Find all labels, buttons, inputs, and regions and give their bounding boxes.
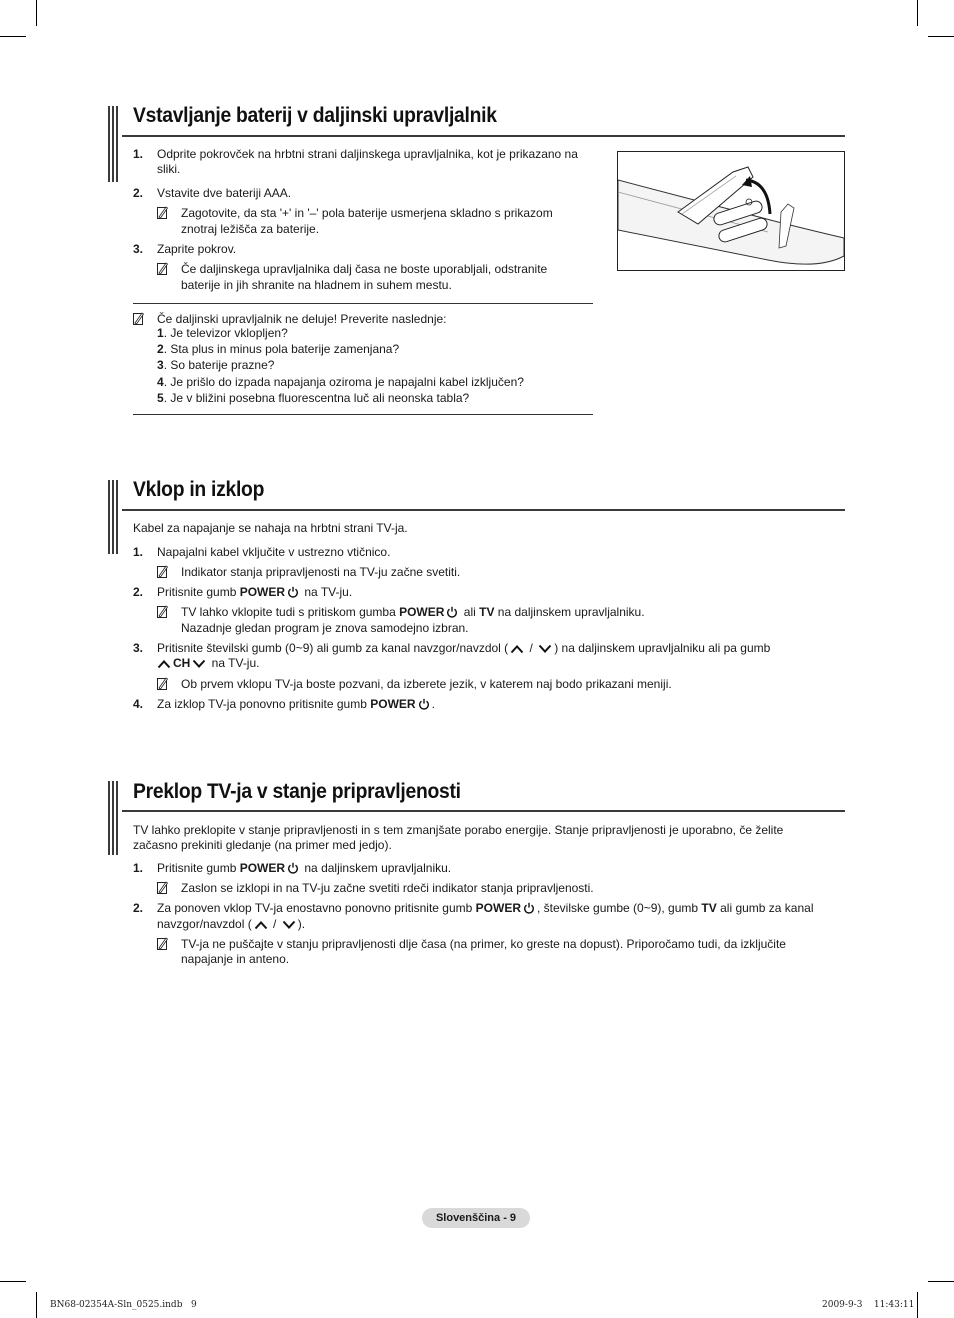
crop-mark xyxy=(0,36,26,37)
note-text: Indikator stanja pripravljenosti na TV-ju začne svetiti. xyxy=(181,565,461,579)
chevron-up-icon xyxy=(157,659,171,669)
check-item: 2. Sta plus in minus pola baterije zamenjana? xyxy=(157,342,400,356)
crop-mark xyxy=(0,1281,26,1282)
note-text: baterije in jih shranite na hladnem in suhem mestu. xyxy=(181,278,452,292)
intro-text: Kabel za napajanje se nahaja na hrbtni strani TV-ja. xyxy=(133,521,408,535)
note-icon xyxy=(157,881,168,894)
note-text: Zagotovite, da sta '+' in '–' pola baterije usmerjena skladno s prikazom xyxy=(181,206,553,220)
print-date-info: 2009-9-3 11:43:11 xyxy=(822,1300,915,1310)
note-icon xyxy=(157,605,168,618)
power-icon xyxy=(418,698,430,710)
check-item: 3. So baterije prazne? xyxy=(157,358,275,372)
step-text: Napajalni kabel vključite v ustrezno vtičnico. xyxy=(157,545,391,559)
note-text: Ob prvem vklopu TV-ja boste pozvani, da izberete jezik, v katerem naj bodo prikazani meniji. xyxy=(181,677,672,691)
step-number: 4. xyxy=(133,697,144,711)
divider xyxy=(133,414,593,415)
title-rule xyxy=(122,810,845,812)
note-text: znotraj ležišča za baterije. xyxy=(181,222,320,236)
chevron-up-icon xyxy=(254,920,268,930)
intro-text: TV lahko preklopite v stanje pripravljenosti in s tem zmanjšate porabo energije. Stanje pripravljenosti je uporabno, če želite xyxy=(133,823,784,837)
check-item: 4. Je prišlo do izpada napajanja oziroma je napajalni kabel izključen? xyxy=(157,375,524,389)
divider xyxy=(133,303,593,304)
crop-mark xyxy=(917,0,918,26)
step-number: 1. xyxy=(133,545,144,559)
note-icon xyxy=(157,565,168,578)
title-rule xyxy=(122,509,845,511)
step-number: 2. xyxy=(133,901,144,915)
chevron-down-icon xyxy=(192,659,206,669)
remote-battery-illustration xyxy=(617,151,845,271)
check-item: 1. Je televizor vklopljen? xyxy=(157,326,288,340)
section-bar xyxy=(108,480,122,554)
section-bar xyxy=(108,106,122,182)
step-text: Pritisnite gumb POWER na daljinskem upravljalniku. xyxy=(157,861,452,875)
chevron-down-icon xyxy=(282,920,296,930)
note-icon xyxy=(133,312,144,325)
step-text: Zaprite pokrov. xyxy=(157,242,237,256)
power-icon xyxy=(287,586,299,598)
power-icon xyxy=(523,902,535,914)
step-number: 1. xyxy=(133,861,144,875)
section-title: Preklop TV-ja v stanje pripravljenosti xyxy=(133,780,461,803)
intro-text: začasno prekiniti gledanje (na primer med jedjo). xyxy=(133,838,392,852)
step-text: CH na TV-ju. xyxy=(157,655,259,671)
step-number: 3. xyxy=(133,641,144,655)
step-number: 2. xyxy=(133,585,144,599)
crop-mark xyxy=(917,1292,918,1318)
step-text: Pritisnite številski gumb (0~9) ali gumb za kanal navzgor/navzdol ( / ) na daljinskem upravljalniku ali pa gumb xyxy=(157,641,771,655)
section-title: Vklop in izklop xyxy=(133,478,265,501)
note-text: TV lahko vklopite tudi s pritiskom gumba POWER ali TV na daljinskem upravljalniku. xyxy=(181,605,645,619)
crop-mark xyxy=(36,1292,37,1318)
note-icon xyxy=(157,206,168,219)
chevron-up-icon xyxy=(510,644,524,654)
crop-mark xyxy=(928,1281,954,1282)
step-text: sliki. xyxy=(157,162,181,176)
print-file-info: BN68-02354A-Sln_0525.indb 9 xyxy=(50,1300,197,1310)
note-text: Zaslon se izklopi in na TV-ju začne svetiti rdeči indikator stanja pripravljenosti. xyxy=(181,881,594,895)
note-icon xyxy=(157,937,168,950)
step-text: Pritisnite gumb POWER na TV-ju. xyxy=(157,585,353,599)
power-icon xyxy=(446,606,458,618)
step-text: Za ponoven vklop TV-ja enostavno ponovno pritisnite gumb POWER , številske gumbe (0~9), gumb TV ali gumb za kanal xyxy=(157,901,814,915)
step-number: 3. xyxy=(133,242,144,256)
step-number: 1. xyxy=(133,147,144,161)
title-rule xyxy=(122,135,845,137)
step-text: Odprite pokrovček na hrbtni strani daljinskega upravljalnika, kot je prikazano na xyxy=(157,147,578,161)
crop-mark xyxy=(928,36,954,37)
power-icon xyxy=(287,862,299,874)
section-title: Vstavljanje baterij v daljinski upravljalnik xyxy=(133,104,497,127)
crop-mark xyxy=(36,0,37,26)
note-text: napajanje in anteno. xyxy=(181,952,290,966)
check-item: 5. Je v bližini posebna fluorescentna luč ali neonska tabla? xyxy=(157,391,470,405)
step-text: navzgor/navzdol ( / ). xyxy=(157,917,306,931)
check-intro: Če daljinski upravljalnik ne deluje! Preverite naslednje: xyxy=(157,312,447,326)
chevron-down-icon xyxy=(538,644,552,654)
note-text: Nazadnje gledan program je znova samodejno izbran. xyxy=(181,621,469,635)
note-icon xyxy=(157,262,168,275)
section-bar xyxy=(108,781,122,855)
step-number: 2. xyxy=(133,186,144,200)
note-text: Če daljinskega upravljalnika dalj časa ne boste uporabljali, odstranite xyxy=(181,262,548,276)
page-number-badge: Slovenščina - 9 xyxy=(422,1208,530,1228)
step-text: Za izklop TV-ja ponovno pritisnite gumb POWER . xyxy=(157,697,435,711)
note-text: TV-ja ne puščajte v stanju pripravljenosti dlje časa (na primer, ko greste na dopust). Priporočamo tudi, da izključite xyxy=(181,937,786,951)
note-icon xyxy=(157,677,168,690)
step-text: Vstavite dve bateriji AAA. xyxy=(157,186,292,200)
